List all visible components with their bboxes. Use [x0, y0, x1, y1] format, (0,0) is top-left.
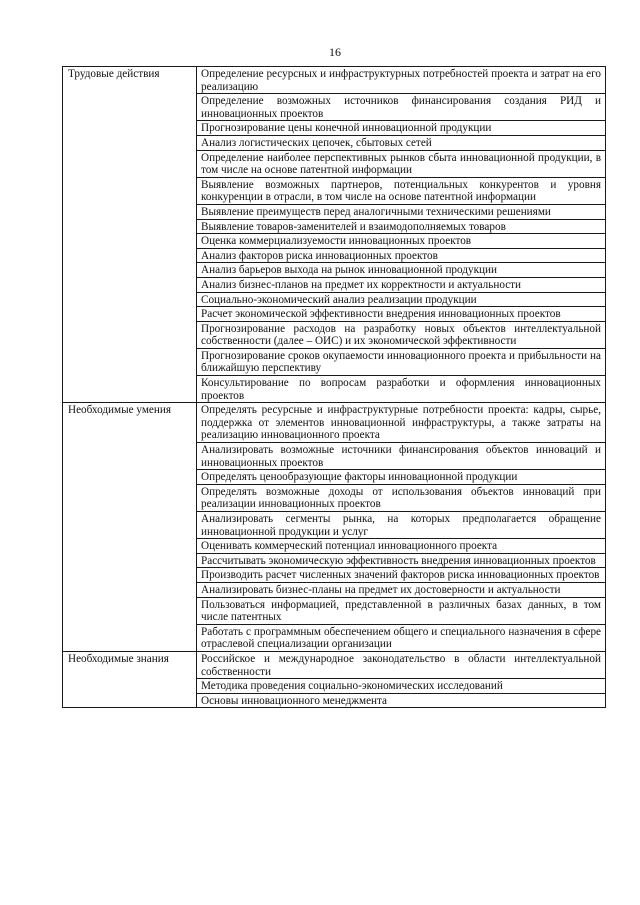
- table-cell-item: Анализ бизнес-планов на предмет их корректности и актуальности: [197, 277, 606, 292]
- section-label: Необходимые умения: [63, 403, 197, 652]
- table-cell-item: Методика проведения социально-экономических исследований: [197, 679, 606, 694]
- table-cell-item: Основы инновационного менеджмента: [197, 693, 606, 708]
- table-cell-item: Российское и международное законодательство в области интеллектуальной собственности: [197, 651, 606, 678]
- table-cell-item: Определять ресурсные и инфраструктурные потребности проекта: кадры, сырье, поддержка от элементов инновационной инфраструктуры, а также затраты на реализацию инновационного проекта: [197, 403, 606, 443]
- table-cell-item: Определение возможных источников финансирования создания РИД и инновационных проектов: [197, 94, 606, 121]
- table-cell-item: Анализировать бизнес-планы на предмет их достоверности и актуальности: [197, 582, 606, 597]
- table-cell-item: Оценивать коммерческий потенциал инновационного проекта: [197, 539, 606, 554]
- requirements-table-body: [63, 67, 606, 708]
- table-cell-item: Выявление преимуществ перед аналогичными техническими решениями: [197, 204, 606, 219]
- table-cell-item: Анализ логистических цепочек, сбытовых сетей: [197, 135, 606, 150]
- section-label: Трудовые действия: [63, 67, 197, 403]
- table-cell-item: Выявление возможных партнеров, потенциальных конкурентов и уровня конкуренции в отрасли, в том числе на основе патентной информации: [197, 177, 606, 204]
- section-label: Необходимые знания: [63, 651, 197, 707]
- table-cell-item: Выявление товаров-заменителей и взаимодополняемых товаров: [197, 219, 606, 234]
- table-cell-item: Пользоваться информацией, представленной в различных базах данных, в том числе патентных: [197, 597, 606, 624]
- table-cell-item: Консультирование по вопросам разработки и оформления инновационных проектов: [197, 376, 606, 403]
- table-cell-item: Прогнозирование расходов на разработку новых объектов интеллектуальной собственности (далее – ОИС) и их экономической эффективности: [197, 321, 606, 348]
- table-cell-item: Прогнозирование сроков окупаемости инновационного проекта и прибыльности на ближайшую перспективу: [197, 348, 606, 375]
- table-cell-item: Анализ факторов риска инновационных проектов: [197, 248, 606, 263]
- table-cell-item: Работать с программным обеспечением общего и специального назначения в сфере отраслевой специализации организации: [197, 624, 606, 651]
- table-row: [63, 651, 606, 678]
- table-row: [63, 403, 606, 443]
- table-cell-item: Анализ барьеров выхода на рынок инновационной продукции: [197, 263, 606, 278]
- table-cell-item: Определять ценообразующие факторы инновационной продукции: [197, 470, 606, 485]
- table-cell-item: Социально-экономический анализ реализации продукции: [197, 292, 606, 307]
- table-cell-item: Рассчитывать экономическую эффективность внедрения инновационных проектов: [197, 553, 606, 568]
- table-cell-item: Оценка коммерциализуемости инновационных проектов: [197, 234, 606, 249]
- table-cell-item: Анализировать возможные источники финансирования объектов инноваций и инновационных проектов: [197, 443, 606, 470]
- table-cell-item: Производить расчет численных значений факторов риска инновационных проектов: [197, 568, 606, 583]
- table-cell-item: Анализировать сегменты рынка, на которых предполагается обращение инновационной продукции и услуг: [197, 512, 606, 539]
- table-cell-item: Расчет экономической эффективности внедрения инновационных проектов: [197, 307, 606, 322]
- page-number: 16: [329, 45, 341, 59]
- table-cell-item: Определять возможные доходы от использования объектов инноваций при реализации инновационных проектов: [197, 484, 606, 511]
- table-cell-item: Определение наиболее перспективных рынков сбыта инновационной продукции, в том числе на основе патентной информации: [197, 150, 606, 177]
- requirements-table: [62, 66, 606, 708]
- table-cell-item: Прогнозирование цены конечной инновационной продукции: [197, 121, 606, 136]
- table-row: [63, 67, 606, 94]
- table-cell-item: Определение ресурсных и инфраструктурных потребностей проекта и затрат на его реализацию: [197, 67, 606, 94]
